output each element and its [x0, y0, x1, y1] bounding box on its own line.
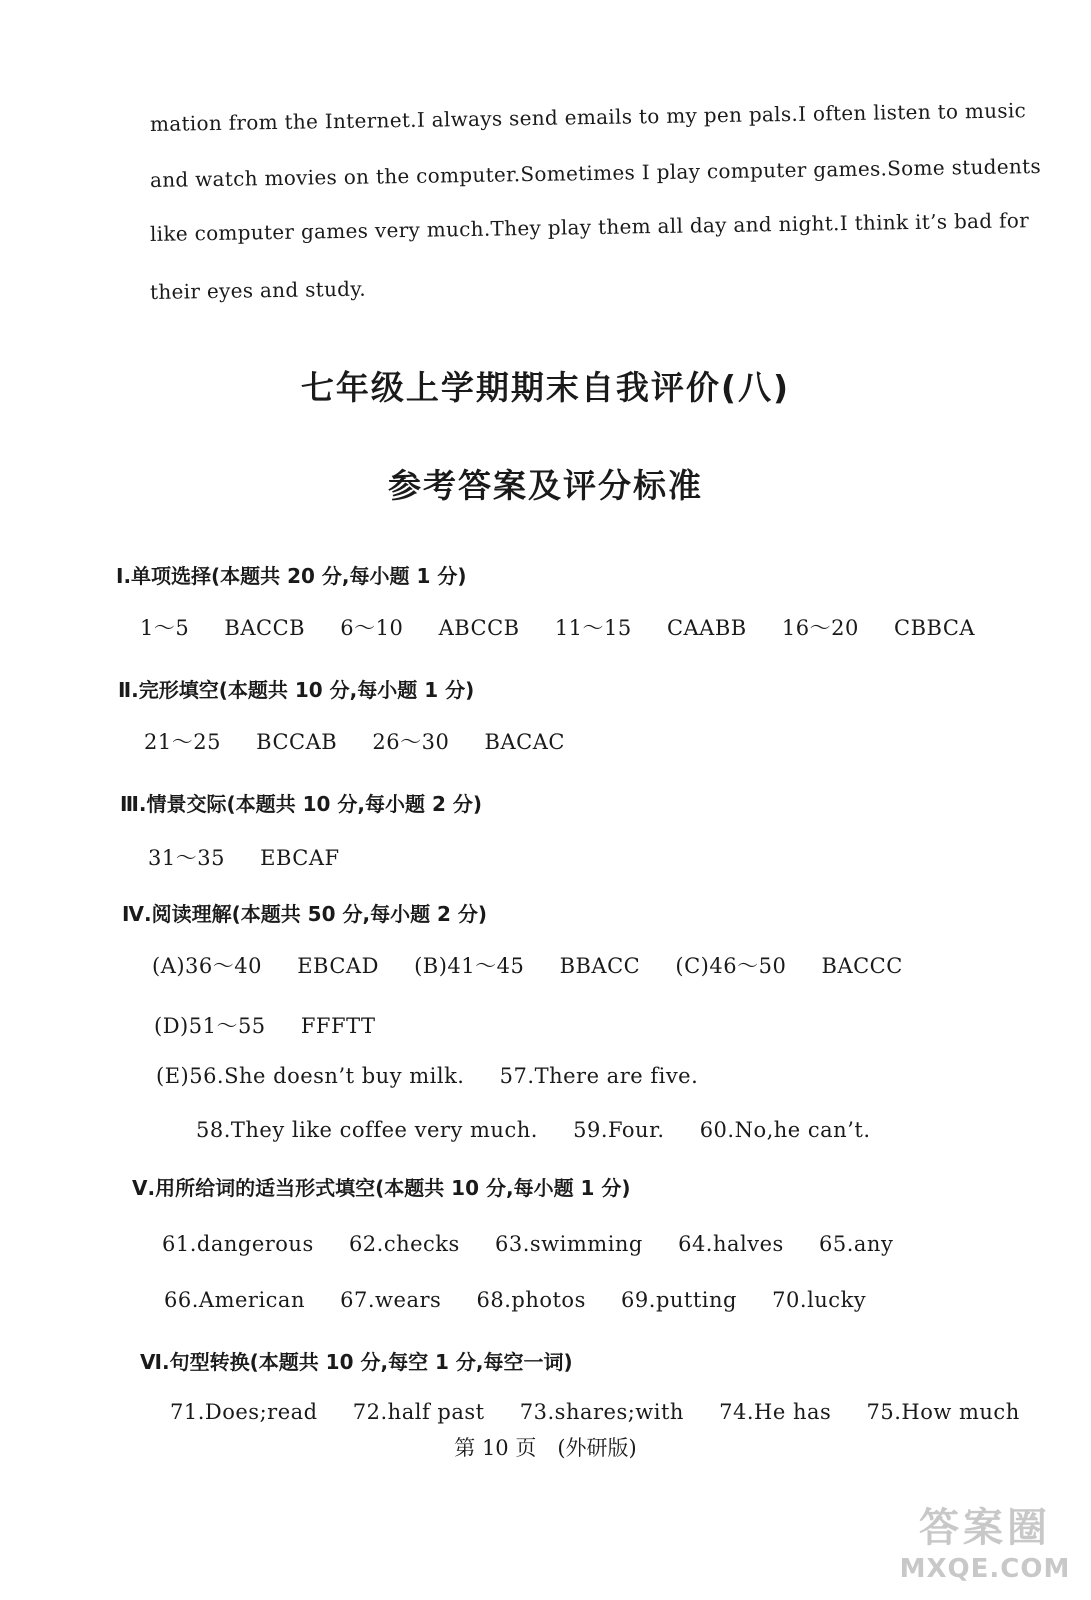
answer-item: 72.half past [352, 1400, 485, 1424]
answer-line [140, 612, 975, 642]
answer-item: 64.halves [678, 1232, 784, 1256]
answer-item: 31～35 [148, 846, 225, 870]
answer-line [196, 1118, 871, 1142]
answer-item: 63.swimming [495, 1232, 643, 1256]
answer-item: 70.lucky [772, 1288, 867, 1312]
answer-line [144, 726, 565, 756]
answer-line [154, 1010, 375, 1040]
section-heading-1: Ⅰ.单项选择(本题共 20 分,每小题 1 分) [116, 564, 467, 588]
answer-item: BCCAB [256, 730, 338, 754]
answer-item: 69.putting [621, 1288, 737, 1312]
answer-item: 60.No,he can’t. [699, 1118, 871, 1142]
answer-line [164, 1288, 866, 1312]
answer-item: 26～30 [372, 730, 450, 754]
page-title: 七年级上学期期末自我评价(八) [300, 368, 791, 407]
answer-item: 58.They like coffee very much. [196, 1118, 538, 1142]
answer-line [156, 1064, 698, 1088]
answer-item: 59.Four. [573, 1118, 665, 1142]
answer-item: BACCB [224, 616, 306, 640]
section-heading-6: Ⅵ.句型转换(本题共 10 分,每空 1 分,每空一词) [140, 1350, 573, 1374]
answer-item: 11～15 [554, 616, 632, 640]
passage-line: mation from the Internet.I always send emails to my pen pals.I often listen to music [149, 98, 1027, 136]
passage-line: and watch movies on the computer.Sometimes I play computer games.Some students [149, 154, 1042, 192]
answer-item: (E)56.She doesn’t buy milk. [156, 1064, 465, 1088]
section-heading-5: Ⅴ.用所给词的适当形式填空(本题共 10 分,每小题 1 分) [132, 1176, 631, 1200]
passage-line: their eyes and study. [149, 276, 367, 304]
answer-item: (D)51～55 [154, 1014, 266, 1038]
answer-item: 62.checks [348, 1232, 460, 1256]
answer-item: 68.photos [476, 1288, 586, 1312]
answer-item: BACAC [484, 730, 565, 754]
answer-item: 66.American [164, 1288, 305, 1312]
answer-item: FFFTT [300, 1014, 376, 1038]
answer-item: BBACC [559, 954, 641, 978]
answer-item: EBCAF [260, 846, 340, 870]
answer-item: 71.Does;read [170, 1400, 318, 1424]
section-heading-4: Ⅳ.阅读理解(本题共 50 分,每小题 2 分) [122, 902, 488, 926]
answer-line [162, 1232, 893, 1256]
section-heading-3: Ⅲ.情景交际(本题共 10 分,每小题 2 分) [120, 792, 482, 816]
answer-item: 6～10 [340, 616, 404, 640]
passage-line: like computer games very much.They play them all day and night.I think it’s bad for [149, 208, 1030, 246]
answer-item: 65.any [819, 1232, 894, 1256]
section-heading-2: Ⅱ.完形填空(本题共 10 分,每小题 1 分) [118, 678, 475, 702]
answer-item: 1～5 [140, 616, 190, 640]
answer-item: CBBCA [894, 616, 976, 640]
answer-item: 74.He has [719, 1400, 832, 1424]
answer-item: 57.There are five. [499, 1064, 699, 1088]
answer-item: 61.dangerous [162, 1232, 314, 1256]
answer-item: (A)36～40 [152, 954, 262, 978]
answer-item: 16～20 [781, 616, 859, 640]
answer-item: (B)41～45 [414, 954, 525, 978]
answer-item: 75.How much [866, 1400, 1020, 1424]
answer-line [170, 1400, 1020, 1424]
page-footer: 第 10 页 (外研版) [454, 1436, 637, 1460]
answer-item: BACCC [821, 954, 903, 978]
answer-item: (C)46～50 [675, 954, 787, 978]
answer-item: 73.shares;with [519, 1400, 684, 1424]
answer-line [148, 842, 340, 872]
answer-item: EBCAD [297, 954, 379, 978]
answer-item: 21～25 [144, 730, 221, 754]
watermark-logo-text: 答案圈 [919, 1505, 1051, 1551]
watermark-domain: MXQE.COM [899, 1554, 1071, 1584]
site-watermark [885, 1502, 1085, 1594]
answer-line [152, 950, 903, 980]
answer-item: 67.wears [340, 1288, 442, 1312]
page-subtitle: 参考答案及评分标准 [388, 466, 703, 505]
answer-item: ABCCB [438, 616, 520, 640]
answer-item: CAABB [666, 616, 747, 640]
